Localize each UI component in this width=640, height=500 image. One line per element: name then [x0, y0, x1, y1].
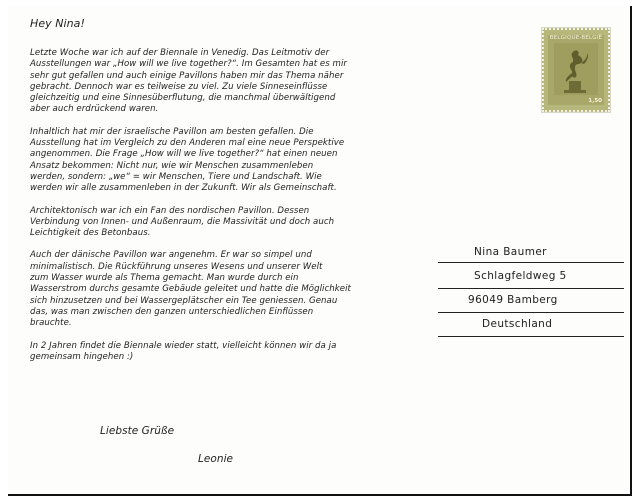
- postage-stamp: [542, 28, 610, 112]
- recipient-city: 96049 Bamberg: [468, 294, 558, 306]
- stamp-image: [548, 35, 604, 105]
- paragraph-3: Architektonisch war ich ein Fan des nordischen Pavillon. Dessen Verbindung von Innen- und Außenraum, die Massivität und doch auch Leichtigkeit des Betonbaus.: [30, 205, 335, 239]
- signature: Leonie: [198, 453, 234, 465]
- address-line-3: [438, 312, 624, 313]
- paragraph-5: In 2 Jahren findet die Biennale wieder statt, vielleicht können wir da ja gemeinsam hingehen :): [30, 340, 337, 362]
- postcard: [8, 6, 632, 496]
- letter-body: [30, 48, 438, 374]
- stamp-figure-icon: [554, 43, 598, 95]
- stamp-value: 1,50: [588, 98, 602, 104]
- stamp-country: BELGIQUE-BELGIË: [549, 35, 603, 41]
- paragraph-4: Auch der dänische Pavillon war angenehm. Er war so simpel und minimalistisch. Die Rückführung unseres Wesens und unserer Welt zum Wasser wurde als Thema gemacht. Man wurde durch ein Wasserstrom durchs gesamte Gebäude geleitet und hatte die Möglichkeit sich hinzusetzen und bei Wassergeplätscher ein Tee geniessen. Genau das, was man zwischen den ganzen unterschiedlichen Einflüssen brauchte.: [30, 250, 351, 329]
- address-line-4: [438, 336, 624, 337]
- address-line-1: [438, 262, 624, 263]
- recipient-name: Nina Baumer: [474, 246, 547, 258]
- recipient-street: Schlagfeldweg 5: [474, 270, 567, 282]
- closing: Liebste Grüße: [100, 425, 175, 437]
- greeting: Hey Nina!: [30, 17, 85, 30]
- address-line-2: [438, 288, 624, 289]
- paragraph-1: Letzte Woche war ich auf der Biennale in Venedig. Das Leitmotiv der Ausstellungen war „How will we live together?“. Im Gesamten hat es mir sehr gut gefallen und auch einige Pavillons haben mir das Thema näher gebracht. Dennoch war es teilweise zu viel. Zu viele Sinneseinflüsse gleichzeitig und eine Sinnesüberflutung, die manchmal überwältigend aber auch erdrückend waren.: [30, 48, 347, 115]
- paragraph-2: Inhaltlich hat mir der israelische Pavillon am besten gefallen. Die Ausstellung hat im Vergleich zu den Anderen mal eine neue Perspektive angenommen. Die Frage „How will we live together?“ hat einen neuen Ansatz bekommen: Nicht nur, wie wir Menschen zusammenleben werden, sondern: „we“ = wir Menschen, Tiere und Landschaft. Wie werden wir alle zusammenleben in der Zukunft. Wir als Gemeinschaft.: [30, 126, 345, 194]
- recipient-country: Deutschland: [482, 318, 553, 330]
